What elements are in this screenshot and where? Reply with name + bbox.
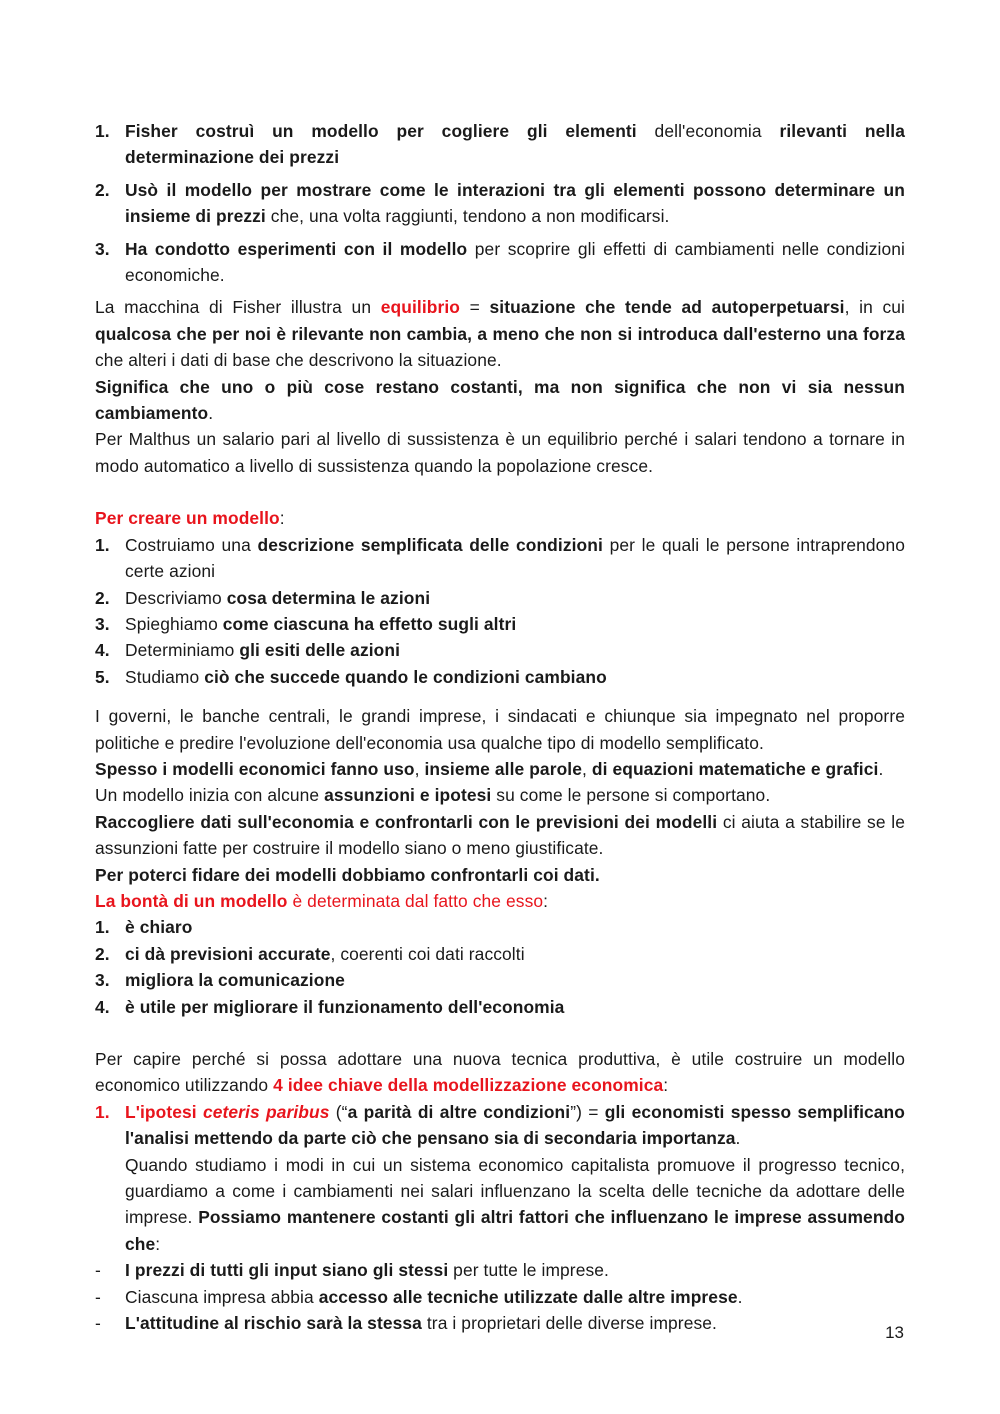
key-ideas-list	[95, 1099, 905, 1257]
item-number: 2.	[95, 179, 110, 200]
page-number: 13	[885, 1323, 904, 1342]
list-item: 2. ci dà previsioni accurate, coerenti coi dati raccolti	[95, 943, 525, 964]
list-item: 3. Ha condotto esperimenti con il modello per scoprire gli effetti di cambiamenti nelle condizioni economiche.	[95, 236, 905, 289]
list-item: 3. migliora la comunicazione	[95, 970, 345, 991]
goodness-list	[95, 914, 905, 1020]
goodness-heading: La bontà di un modello è determinata dal fatto che esso:	[95, 890, 549, 911]
list-item: 3. Spieghiamo come ciascuna ha effetto sugli altri	[95, 613, 517, 634]
item-number: 1.	[95, 121, 110, 141]
list-item: - Ciascuna impresa abbia accesso alle tecniche utilizzate dalle altre imprese.	[95, 1286, 743, 1307]
model-steps-list	[95, 532, 905, 690]
governments-paragraph: I governi, le banche centrali, le grandi imprese, i sindacati e chiunque sia impegnato nel proporre politiche e predire l'evoluzione dell'economia usa qualche tipo di modello semplificato.	[95, 706, 905, 753]
equations-paragraph: Spesso i modelli economici fanno uso, insieme alle parole, di equazioni matematiche e grafici.	[95, 758, 884, 779]
assumptions-list	[95, 1257, 905, 1336]
list-item: 1. L'ipotesi ceteris paribus (“a parità di altre condizioni”) = gli economisti spesso semplificano l'analisi mettendo da parte ciò che pensano sia di secondaria importanza. Quando studiamo i modi in cui un sistema economico capitalista promuove il progresso tecnico, guardiamo a come i cambiamenti nei salari influenzano la scelta delle tecniche da adottare delle imprese. Possiamo mantenere costanti gli altri fattori che influenzano le imprese assumendo che:	[95, 1101, 906, 1254]
malthus-paragraph: Per Malthus un salario pari al livello di sussistenza è un equilibrio perché i salari tendono a tornare in modo automatico a livello di sussistenza quando la popolazione cresce.	[95, 429, 905, 476]
fisher-list	[95, 118, 905, 288]
item-number: 3.	[95, 238, 110, 259]
document-body	[95, 118, 905, 1336]
equilibrium-paragraph: La macchina di Fisher illustra un equilibrio = situazione che tende ad autoperpetuarsi, in cui qualcosa che per noi è rilevante non cambia, a meno che non si introduca dall'esterno una forza che alteri i dati di base che descrivono la situazione.	[95, 297, 906, 371]
list-item: 2. Usò il modello per mostrare come le interazioni tra gli elementi possono determinare un insieme di prezzi che, una volta raggiunti, tendono a non modificarsi.	[95, 177, 905, 230]
key-ideas-paragraph: Per capire perché si possa adottare una nuova tecnica produttiva, è utile costruire un modello economico utilizzando 4 idee chiave della modellizzazione economica:	[95, 1049, 905, 1096]
assumptions-paragraph: Un modello inizia con alcune assunzioni e ipotesi su come le persone si comportano.	[95, 785, 771, 806]
list-item: 2. Descriviamo cosa determina le azioni	[95, 587, 431, 608]
trust-paragraph: Per poterci fidare dei modelli dobbiamo confrontarli coi dati.	[95, 864, 600, 885]
list-item: 5. Studiamo ciò che succede quando le condizioni cambiano	[95, 666, 607, 687]
list-item: 1. Fisher costruì un modello per cogliere gli elementi dell'economia rilevanti nella determinazione dei prezzi	[95, 118, 905, 171]
constant-paragraph: Significa che uno o più cose restano costanti, ma non significa che non vi sia nessun cambiamento.	[95, 376, 905, 424]
list-item: - I prezzi di tutti gli input siano gli stessi per tutte le imprese.	[95, 1260, 609, 1281]
data-paragraph: Raccogliere dati sull'economia e confrontarli con le previsioni dei modelli ci aiuta a stabilire se le assunzioni fatte per costruire il modello siano o meno giustificate.	[95, 811, 905, 859]
list-item: 1. Costruiamo una descrizione semplificata delle condizioni per le quali le persone intraprendono certe azioni	[95, 534, 905, 582]
list-item: 1. è chiaro	[95, 917, 193, 938]
model-heading: Per creare un modello:	[95, 508, 285, 529]
list-item: 4. Determiniamo gli esiti delle azioni	[95, 640, 401, 661]
list-item: 4. è utile per migliorare il funzionamento dell'economia	[95, 996, 565, 1017]
list-item: - L'attitudine al rischio sarà la stessa tra i proprietari delle diverse imprese.	[95, 1313, 717, 1334]
